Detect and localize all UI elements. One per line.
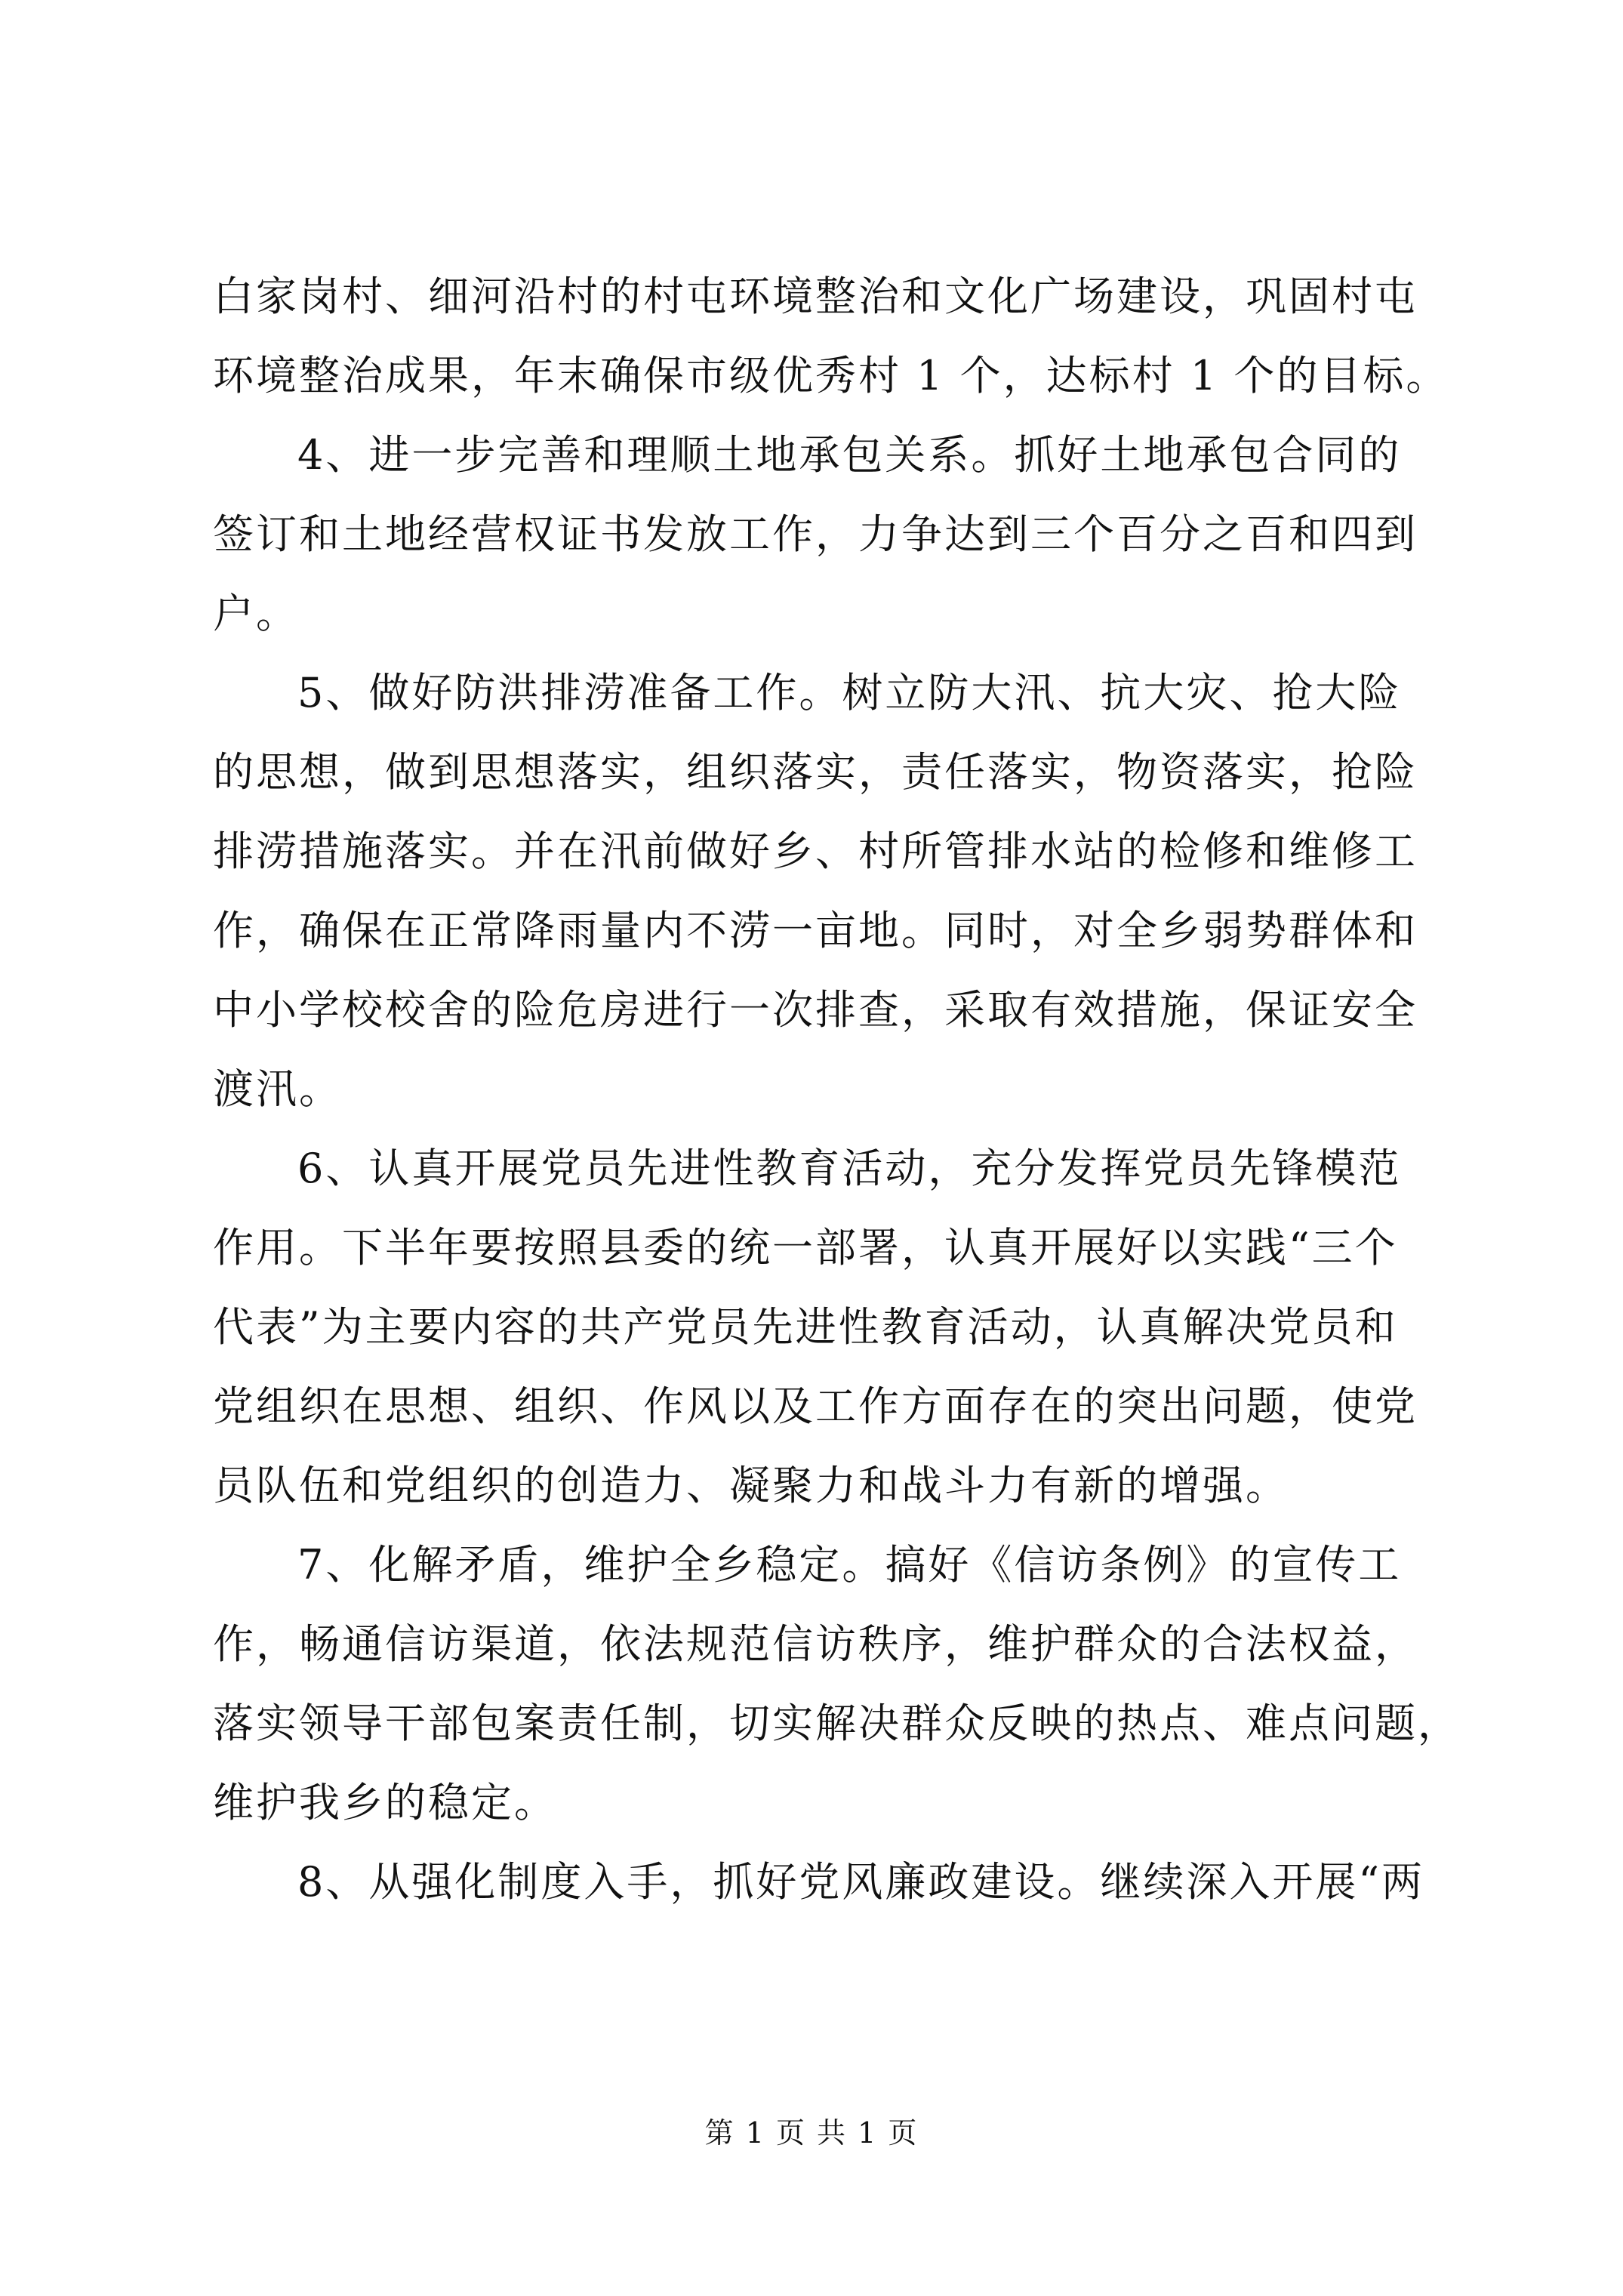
page-footer: 第 1 页 共 1 页 [704,2116,919,2150]
text-line: 作，畅通信访渠道，依法规范信访秩序，维护群众的合法权益， [213,1620,1418,1668]
text-line: 签订和土地经营权证书发放工作，力争达到三个百分之百和四到 [213,510,1418,558]
text-line: 员队伍和党组织的创造力、凝聚力和战斗力有新的增强。 [213,1462,1289,1509]
text-line: 排涝措施落实。并在汛前做好乡、村所管排水站的检修和维修工 [213,827,1418,875]
text-line: 4、进一步完善和理顺土地承包关系。抓好土地承包合同的 [297,431,1402,479]
text-line: 户。 [213,590,299,637]
text-line: 党组织在思想、组织、作风以及工作方面存在的突出问题，使党 [213,1382,1418,1430]
text-line: 的思想，做到思想落实，组织落实，责任落实，物资落实，抢险 [213,748,1418,796]
text-line: 6、认真开展党员先进性教育活动，充分发挥党员先锋模范 [297,1145,1402,1192]
text-line: 白家岗村、细河沿村的村屯环境整治和文化广场建设，巩固村屯 [213,273,1418,320]
text-line: 代表”为主要内容的共产党员先进性教育活动，认真解决党员和 [213,1303,1398,1351]
text-line: 中小学校校舍的险危房进行一次排查，采取有效措施，保证安全 [213,986,1418,1034]
text-line: 维护我乡的稳定。 [213,1779,557,1826]
text-line: 7、化解矛盾，维护全乡稳定。搞好《信访条例》的宣传工 [297,1541,1402,1589]
text-line: 落实领导干部包案责任制，切实解决群众反映的热点、难点问题， [213,1700,1461,1747]
text-line: 8、从强化制度入手，抓好党风廉政建设。继续深入开展“两 [297,1858,1424,1906]
text-line: 作，确保在正常降雨量内不涝一亩地。同时，对全乡弱势群体和 [213,907,1418,954]
text-line: 环境整治成果，年末确保市级优秀村 1 个，达标村 1 个的目标。 [213,352,1449,399]
body-text [213,257,1461,1922]
text-line: 渡汛。 [213,1065,342,1113]
text-line: 5、做好防洪排涝准备工作。树立防大汛、抗大灾、抢大险 [297,669,1402,717]
text-line: 作用。下半年要按照县委的统一部署，认真开展好以实践“三个 [213,1224,1398,1271]
